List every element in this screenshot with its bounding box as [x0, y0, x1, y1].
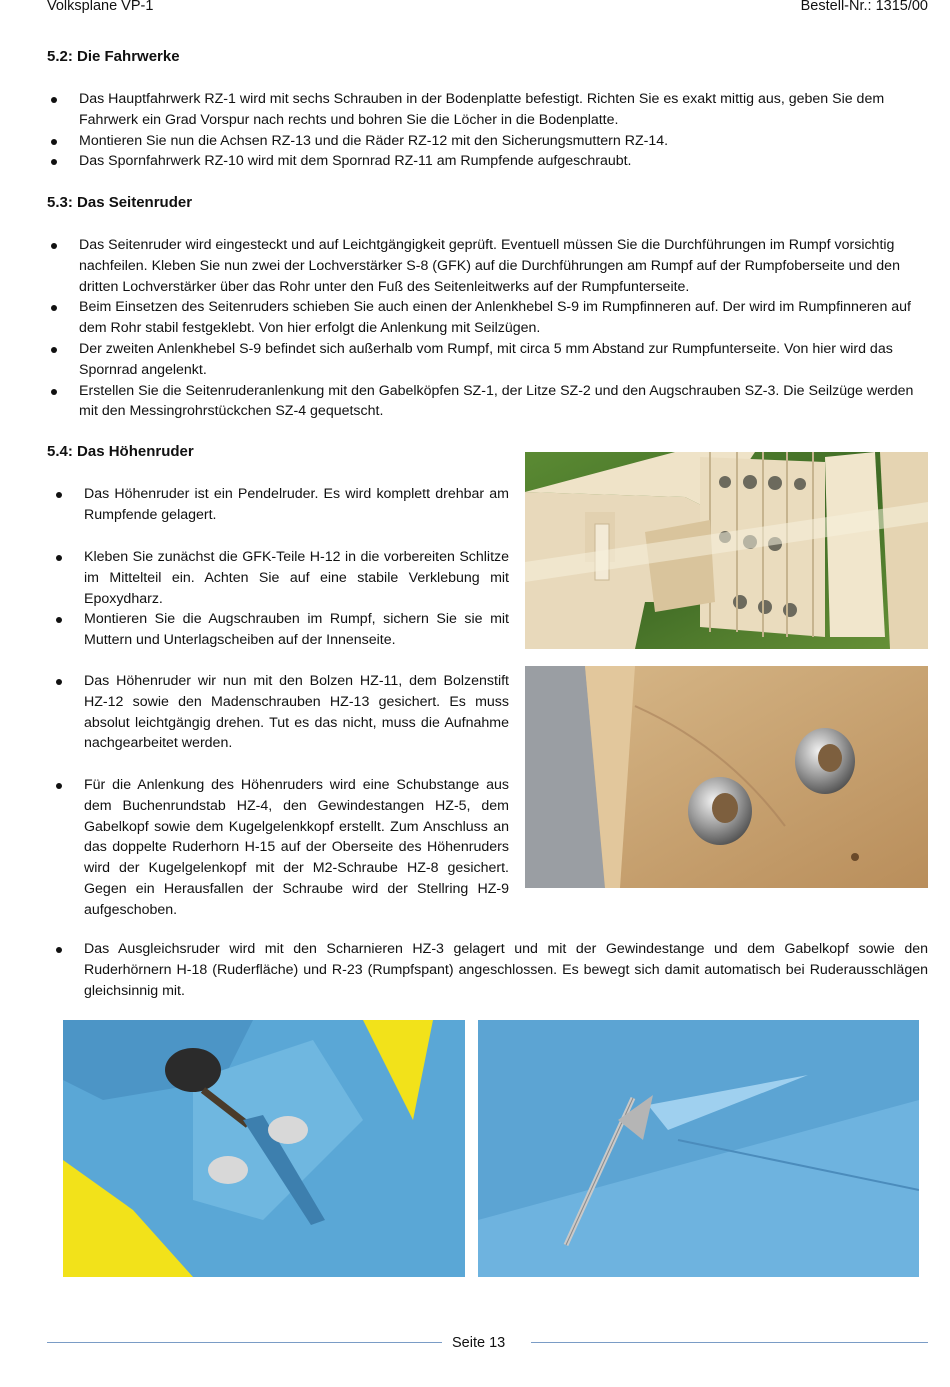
header-order-number: Bestell-Nr.: 1315/00	[800, 0, 928, 14]
elevator-list-3	[84, 671, 509, 754]
header-title: Volksplane VP-1	[47, 0, 154, 14]
bullet-icon	[51, 139, 57, 145]
page-number: Seite 13	[452, 1335, 506, 1351]
list-item: Beim Einsetzen des Seitenruders schieben Sie auch einen der Anlenkhebel S-9 im Rumpfinneren auf. Der wird im Rumpfinneren auf dem Rohr stabil festgeklebt. Von hier erfolgt die Anlenkung mit Seilzügen.	[79, 297, 928, 339]
list-item: Das Höhenruder ist ein Pendelruder. Es wird komplett drehbar am Rumpfende gelagert.	[84, 484, 509, 526]
section-heading-rudder: 5.3: Das Seitenruder	[47, 194, 193, 211]
bullet-icon	[51, 243, 57, 249]
list-item: Erstellen Sie die Seitenruderanlenkung mit den Gabelköpfen SZ-1, der Litze SZ-2 und den Augschrauben SZ-3. Die Seilzüge werden mit den Messingrohrstückchen SZ-4 gequetscht.	[79, 381, 928, 423]
bullet-icon	[56, 679, 62, 685]
bullet-icon	[51, 305, 57, 311]
list-item: Das Ausgleichsruder wird mit den Scharnieren HZ-3 gelagert und mit der Gewindestange und dem Gabelkopf sowie den Ruderhörnern H-18 (Ruderfläche) und R-23 (Rumpfspant) angeschlossen. Es bewegt sich damit automatisch bei Ruderausschlägen gleichsinnig mit.	[84, 939, 928, 1001]
list-item: Der zweiten Anlenkhebel S-9 befindet sich außerhalb vom Rumpf, mit circa 5 mm Abstand zur Rumpfunterseite. Von hier wird das Spornrad angelenkt.	[79, 339, 928, 381]
photo-control-horn-left	[63, 1020, 465, 1277]
bullet-icon	[56, 947, 62, 953]
photo-control-horn-right	[478, 1020, 919, 1277]
landing-gear-list	[79, 89, 928, 172]
list-item: Montieren Sie die Augschrauben im Rumpf, sichern Sie sie mit Muttern und Unterlagscheiben auf der Innenseite.	[84, 609, 509, 651]
bullet-icon	[51, 389, 57, 395]
list-item: Das Seitenruder wird eingesteckt und auf Leichtgängigkeit geprüft. Eventuell müssen Sie die Durchführungen im Rumpf vorsichtig nachfeilen. Kleben Sie nun zwei der Lochverstärker S-8 (GFK) auf die Durchführungen am Rumpf auf der Rumpfoberseite und den dritten Lochverstärker über das Rohr unter den Fuß des Seitenleitwerks auf der Rumpfunterseite.	[79, 235, 928, 297]
footer-rule-right	[531, 1342, 928, 1343]
bullet-icon	[56, 492, 62, 498]
elevator-list-4	[84, 775, 509, 921]
footer-rule-left	[47, 1342, 442, 1343]
bullet-icon	[56, 555, 62, 561]
section-heading-landing-gear: 5.2: Die Fahrwerke	[47, 48, 180, 65]
bullet-icon	[56, 617, 62, 623]
photo-tail-assembly	[525, 452, 928, 649]
elevator-list-2	[84, 547, 509, 651]
list-item: Kleben Sie zunächst die GFK-Teile H-12 in die vorbereiten Schlitze im Mittelteil ein. Achten Sie auf eine stabile Verklebung mit Epoxydharz.	[84, 547, 509, 609]
section-heading-elevator: 5.4: Das Höhenruder	[47, 443, 194, 460]
bullet-icon	[56, 783, 62, 789]
bullet-icon	[51, 159, 57, 165]
list-item: Das Spornfahrwerk RZ-10 wird mit dem Spornrad RZ-11 am Rumpfende aufgeschraubt.	[79, 151, 928, 172]
list-item: Das Höhenruder wir nun mit den Bolzen HZ-11, dem Bolzenstift HZ-12 sowie den Madenschrauben HZ-13 gesichert. Es muss absolut leichtgängig drehen. Tut es das nicht, muss die Aufnahme nachgearbeitet werden.	[84, 671, 509, 754]
elevator-list-1	[84, 484, 509, 526]
bullet-icon	[51, 97, 57, 103]
list-item: Das Hauptfahrwerk RZ-1 wird mit sechs Schrauben in der Bodenplatte befestigt. Richten Sie es exakt mittig aus, geben Sie dem Fahrwerk ein Grad Vorspur nach rechts und bohren Sie die Löcher in die Bodenplatte.	[79, 89, 928, 131]
list-item: Für die Anlenkung des Höhenruders wird eine Schubstange aus dem Buchenrundstab HZ-4, den Gewindestangen HZ-5, dem Gabelkopf sowie dem Kugelgelenkkopf erstellt. Zum Anschluss an das doppelte Ruderhorn H-15 auf der Oberseite des Höhenruders wird der Kugelgelenkopf mit der M2-Schraube HZ-8 gesichert. Gegen ein Herausfallen der Schraube wird der Stellring HZ-9 aufgeschoben.	[84, 775, 509, 921]
rudder-list	[79, 235, 928, 422]
bullet-icon	[51, 347, 57, 353]
photo-eye-bolts	[525, 666, 928, 888]
list-item: Montieren Sie nun die Achsen RZ-13 und die Räder RZ-12 mit den Sicherungsmuttern RZ-14.	[79, 131, 928, 152]
elevator-list-5	[84, 939, 928, 1001]
